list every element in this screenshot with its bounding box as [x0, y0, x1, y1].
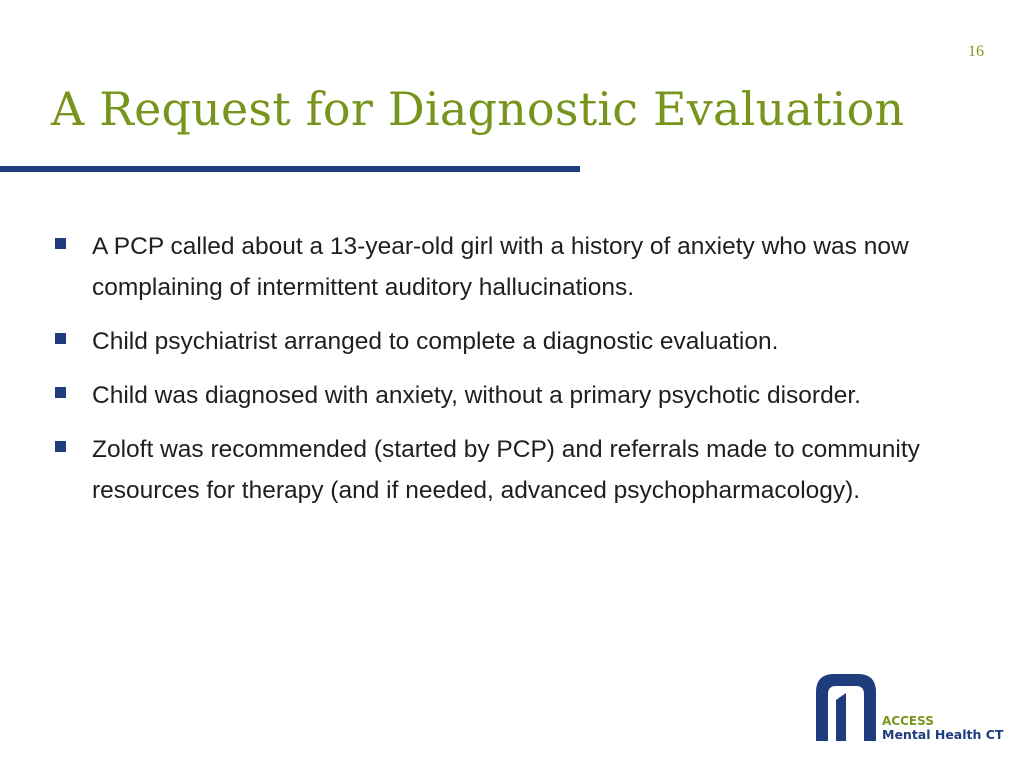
square-bullet-icon [55, 441, 66, 452]
bullet-item [55, 375, 935, 416]
bullet-list [55, 226, 935, 524]
bullet-item [55, 321, 935, 362]
logo-name-text: Mental Health CT [882, 727, 1004, 742]
square-bullet-icon [55, 333, 66, 344]
bullet-text: A PCP called about a 13-year-old girl with a history of anxiety who was now complaining of intermittent auditory hallucinations. [92, 233, 909, 301]
bullet-text: Child was diagnosed with anxiety, without a primary psychotic disorder. [92, 382, 861, 409]
bullet-text: Child psychiatrist arranged to complete a diagnostic evaluation. [92, 328, 779, 355]
bullet-text: Zoloft was recommended (started by PCP) and referrals made to community resources for therapy (and if needed, advanced psychopharmacology). [92, 436, 920, 504]
square-bullet-icon [55, 387, 66, 398]
bullet-item [55, 226, 935, 308]
slide-number: 16 [968, 43, 984, 60]
slide-title: A Request for Diagnostic Evaluation [51, 82, 905, 136]
square-bullet-icon [55, 238, 66, 249]
title-underline-divider [0, 166, 580, 172]
logo-access-text: ACCESS [882, 714, 934, 728]
bullet-item [55, 429, 935, 511]
access-mental-health-logo [816, 674, 1006, 744]
logo-mark-icon [816, 674, 876, 741]
logo-wordmark [882, 715, 1003, 741]
